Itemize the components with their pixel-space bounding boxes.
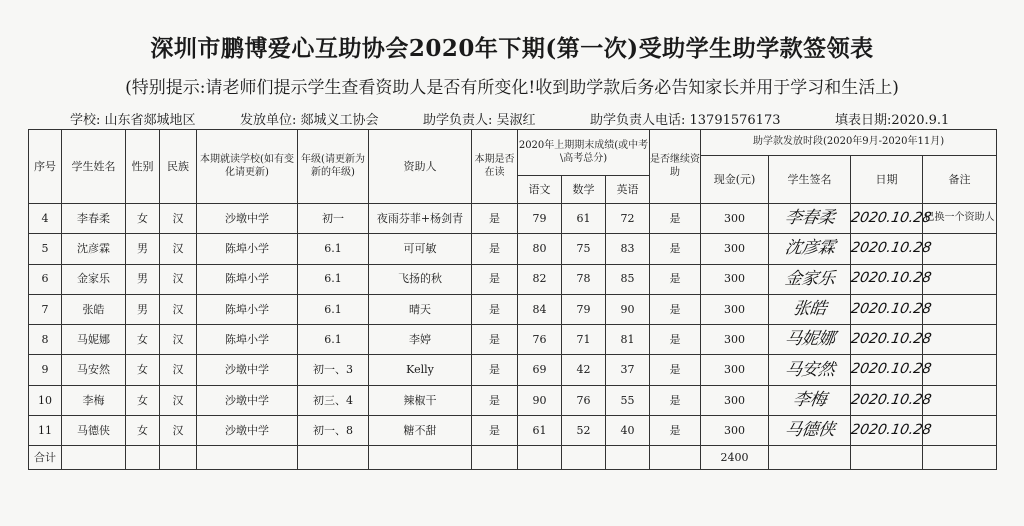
meta-date: 填表日期:2020.9.1 bbox=[835, 113, 950, 128]
cell-continue: 是 bbox=[650, 385, 701, 415]
signature: 金家乐 bbox=[783, 268, 836, 289]
header-ethnicity: 民族 bbox=[160, 130, 197, 204]
cell-signdate bbox=[849, 204, 933, 234]
cell-studying: 是 bbox=[472, 264, 518, 294]
cell-gender: 男 bbox=[126, 234, 160, 264]
cell-name: 张皓 bbox=[62, 294, 126, 324]
cell-sponsor: 李婷 bbox=[369, 325, 472, 355]
handwritten-date: 2020.10.28 bbox=[849, 270, 933, 287]
cell-signdate bbox=[849, 416, 933, 446]
cell-school: 沙墩中学 bbox=[197, 385, 298, 415]
cell-signdate bbox=[849, 385, 933, 415]
cell-empty bbox=[518, 446, 562, 470]
cell-sponsor: 可可敏 bbox=[369, 234, 472, 264]
cell-continue: 是 bbox=[650, 416, 701, 446]
page-title: 深圳市鹏博爱心互助协会2020年下期(第一次)受助学生助学款签领表 bbox=[150, 35, 874, 62]
cell-ethnicity: 汉 bbox=[160, 385, 197, 415]
cell-english: 37 bbox=[606, 355, 650, 385]
cell-empty bbox=[160, 446, 197, 470]
header-sponsor: 资助人 bbox=[369, 130, 472, 204]
cell-cash: 300 bbox=[701, 416, 769, 446]
cell-empty bbox=[851, 446, 923, 470]
cell-empty bbox=[126, 446, 160, 470]
cell-chinese: 84 bbox=[518, 294, 562, 324]
header-scores: 2020年上期期末成绩(或中考\高考总分) bbox=[518, 130, 650, 176]
signature: 李春柔 bbox=[783, 208, 836, 229]
sign-sheet-table bbox=[28, 129, 997, 470]
cell-cash: 300 bbox=[701, 264, 769, 294]
cell-studying: 是 bbox=[472, 355, 518, 385]
cell-gender: 男 bbox=[126, 294, 160, 324]
cell-sign bbox=[769, 325, 851, 355]
header-studying: 本期是否在读 bbox=[472, 130, 518, 204]
meta-leader: 助学负责人: 吴淑红 bbox=[423, 113, 536, 128]
cell-sponsor: 晴天 bbox=[369, 294, 472, 324]
cell-gender: 女 bbox=[126, 385, 160, 415]
meta-issuer: 发放单位: 郯城义工协会 bbox=[240, 113, 379, 128]
cell-ethnicity: 汉 bbox=[160, 294, 197, 324]
cell-remark bbox=[923, 264, 997, 294]
cell-signdate bbox=[849, 264, 933, 294]
signature: 马妮娜 bbox=[783, 329, 836, 350]
notice-text: (特别提示:请老师们提示学生查看资助人是否有所变化!收到助学款后务必告知家长并用于学习和生活上) bbox=[125, 78, 899, 98]
header-seq: 序号 bbox=[29, 130, 62, 204]
cell-grade: 初一、8 bbox=[298, 416, 369, 446]
cell-signdate bbox=[849, 234, 933, 264]
cell-grade: 6.1 bbox=[298, 234, 369, 264]
cell-studying: 是 bbox=[472, 325, 518, 355]
cell-empty bbox=[472, 446, 518, 470]
cell-chinese: 69 bbox=[518, 355, 562, 385]
cell-english: 55 bbox=[606, 385, 650, 415]
cell-studying: 是 bbox=[472, 385, 518, 415]
cell-english: 40 bbox=[606, 416, 650, 446]
cell-seq: 9 bbox=[29, 355, 62, 385]
cell-chinese: 79 bbox=[518, 204, 562, 234]
cell-sign bbox=[769, 264, 851, 294]
cell-remark bbox=[923, 355, 997, 385]
cell-sponsor: 糖不甜 bbox=[369, 416, 472, 446]
cell-remark: 已换一个资助人 bbox=[923, 204, 997, 234]
cell-seq: 8 bbox=[29, 325, 62, 355]
cell-grade: 6.1 bbox=[298, 264, 369, 294]
meta-school: 学校: 山东省郯城地区 bbox=[70, 113, 196, 128]
cell-remark bbox=[923, 325, 997, 355]
header-english: 英语 bbox=[606, 176, 650, 204]
cell-cash: 300 bbox=[701, 355, 769, 385]
cell-english: 72 bbox=[606, 204, 650, 234]
signature: 马安然 bbox=[783, 359, 836, 380]
handwritten-date: 2020.10.28 bbox=[849, 421, 933, 438]
cell-english: 85 bbox=[606, 264, 650, 294]
cell-cash: 300 bbox=[701, 204, 769, 234]
cell-cash: 300 bbox=[701, 234, 769, 264]
cell-seq: 10 bbox=[29, 385, 62, 415]
header-grade: 年级(请更新为新的年级) bbox=[298, 130, 369, 204]
handwritten-date: 2020.10.28 bbox=[849, 391, 933, 408]
header-continue: 是否继续资助 bbox=[650, 130, 701, 204]
header-cash: 现金(元) bbox=[701, 156, 769, 204]
signature: 沈彦霖 bbox=[783, 238, 836, 259]
total-row bbox=[29, 446, 997, 470]
cell-math: 61 bbox=[562, 204, 606, 234]
cell-math: 71 bbox=[562, 325, 606, 355]
cell-seq: 11 bbox=[29, 416, 62, 446]
cell-cash: 300 bbox=[701, 385, 769, 415]
cell-studying: 是 bbox=[472, 416, 518, 446]
cell-sponsor: Kelly bbox=[369, 355, 472, 385]
cell-english: 83 bbox=[606, 234, 650, 264]
cell-cash: 300 bbox=[701, 325, 769, 355]
cell-seq: 5 bbox=[29, 234, 62, 264]
signature: 马德侠 bbox=[783, 420, 836, 441]
table-row bbox=[29, 294, 997, 324]
header-chinese: 语文 bbox=[518, 176, 562, 204]
cell-name: 马安然 bbox=[62, 355, 126, 385]
cell-chinese: 76 bbox=[518, 325, 562, 355]
table-row bbox=[29, 264, 997, 294]
cell-chinese: 90 bbox=[518, 385, 562, 415]
cell-math: 76 bbox=[562, 385, 606, 415]
header-gender: 性别 bbox=[126, 130, 160, 204]
cell-sign bbox=[769, 416, 851, 446]
cell-empty bbox=[562, 446, 606, 470]
cell-continue: 是 bbox=[650, 204, 701, 234]
cell-studying: 是 bbox=[472, 294, 518, 324]
handwritten-date: 2020.10.28 bbox=[849, 361, 933, 378]
cell-continue: 是 bbox=[650, 234, 701, 264]
cell-gender: 男 bbox=[126, 264, 160, 294]
cell-remark bbox=[923, 385, 997, 415]
meta-phone: 助学负责人电话: 13791576173 bbox=[590, 113, 781, 128]
cell-name: 沈彦霖 bbox=[62, 234, 126, 264]
cell-chinese: 61 bbox=[518, 416, 562, 446]
cell-sign bbox=[769, 204, 851, 234]
table-row bbox=[29, 355, 997, 385]
cell-continue: 是 bbox=[650, 325, 701, 355]
header-remark: 备注 bbox=[923, 156, 997, 204]
cell-continue: 是 bbox=[650, 355, 701, 385]
handwritten-date: 2020.10.28 bbox=[849, 331, 933, 348]
header-period: 助学款发放时段(2020年9月-2020年11月) bbox=[701, 130, 997, 156]
cell-grade: 6.1 bbox=[298, 294, 369, 324]
cell-math: 75 bbox=[562, 234, 606, 264]
cell-name: 马德侠 bbox=[62, 416, 126, 446]
cell-sign bbox=[769, 385, 851, 415]
cell-cash: 300 bbox=[701, 294, 769, 324]
cell-signdate bbox=[849, 294, 933, 324]
cell-sign bbox=[769, 355, 851, 385]
cell-ethnicity: 汉 bbox=[160, 264, 197, 294]
cell-grade: 初一 bbox=[298, 204, 369, 234]
cell-studying: 是 bbox=[472, 204, 518, 234]
cell-studying: 是 bbox=[472, 234, 518, 264]
header-math: 数学 bbox=[562, 176, 606, 204]
cell-name: 金家乐 bbox=[62, 264, 126, 294]
handwritten-date: 2020.10.28 bbox=[849, 240, 933, 257]
cell-name: 马妮娜 bbox=[62, 325, 126, 355]
cell-continue: 是 bbox=[650, 264, 701, 294]
cell-chinese: 82 bbox=[518, 264, 562, 294]
cell-gender: 女 bbox=[126, 416, 160, 446]
table-row bbox=[29, 385, 997, 415]
cell-seq: 4 bbox=[29, 204, 62, 234]
cell-grade: 初三、4 bbox=[298, 385, 369, 415]
cell-remark bbox=[923, 416, 997, 446]
cell-ethnicity: 汉 bbox=[160, 234, 197, 264]
cell-seq: 7 bbox=[29, 294, 62, 324]
cell-empty bbox=[606, 446, 650, 470]
cell-gender: 女 bbox=[126, 204, 160, 234]
cell-empty bbox=[62, 446, 126, 470]
signature: 李梅 bbox=[791, 389, 828, 410]
cell-math: 78 bbox=[562, 264, 606, 294]
cell-name: 李梅 bbox=[62, 385, 126, 415]
cell-grade: 初一、3 bbox=[298, 355, 369, 385]
header-name: 学生姓名 bbox=[62, 130, 126, 204]
cell-school: 陈埠小学 bbox=[197, 294, 298, 324]
cell-english: 90 bbox=[606, 294, 650, 324]
cell-school: 陈埠小学 bbox=[197, 325, 298, 355]
cell-empty bbox=[369, 446, 472, 470]
cell-continue: 是 bbox=[650, 294, 701, 324]
header-signdate: 日期 bbox=[851, 156, 923, 204]
cell-ethnicity: 汉 bbox=[160, 416, 197, 446]
cell-empty bbox=[923, 446, 997, 470]
cell-sponsor: 夜雨芬菲+杨剑青 bbox=[369, 204, 472, 234]
handwritten-date: 2020.10.28 bbox=[849, 209, 933, 226]
cell-school: 沙墩中学 bbox=[197, 204, 298, 234]
cell-remark bbox=[923, 234, 997, 264]
cell-english: 81 bbox=[606, 325, 650, 355]
cell-school: 陈埠小学 bbox=[197, 264, 298, 294]
header-school: 本期就读学校(如有变化请更新) bbox=[197, 130, 298, 204]
cell-sign bbox=[769, 234, 851, 264]
total-label: 合计 bbox=[29, 446, 62, 470]
table-row bbox=[29, 204, 997, 234]
cell-school: 沙墩中学 bbox=[197, 416, 298, 446]
cell-gender: 女 bbox=[126, 325, 160, 355]
table-row bbox=[29, 416, 997, 446]
cell-sponsor: 辣椒干 bbox=[369, 385, 472, 415]
cell-sign bbox=[769, 294, 851, 324]
cell-sponsor: 飞扬的秋 bbox=[369, 264, 472, 294]
cell-math: 52 bbox=[562, 416, 606, 446]
cell-gender: 女 bbox=[126, 355, 160, 385]
table-row bbox=[29, 234, 997, 264]
cell-remark bbox=[923, 294, 997, 324]
cell-signdate bbox=[849, 355, 933, 385]
cell-school: 沙墩中学 bbox=[197, 355, 298, 385]
cell-empty bbox=[769, 446, 851, 470]
cell-empty bbox=[197, 446, 298, 470]
cell-empty bbox=[650, 446, 701, 470]
total-cash: 2400 bbox=[701, 446, 769, 470]
cell-empty bbox=[298, 446, 369, 470]
cell-math: 79 bbox=[562, 294, 606, 324]
cell-chinese: 80 bbox=[518, 234, 562, 264]
cell-seq: 6 bbox=[29, 264, 62, 294]
cell-name: 李春柔 bbox=[62, 204, 126, 234]
cell-school: 陈埠小学 bbox=[197, 234, 298, 264]
cell-signdate bbox=[849, 325, 933, 355]
table-row bbox=[29, 325, 997, 355]
handwritten-date: 2020.10.28 bbox=[849, 300, 933, 317]
cell-ethnicity: 汉 bbox=[160, 355, 197, 385]
cell-math: 42 bbox=[562, 355, 606, 385]
cell-ethnicity: 汉 bbox=[160, 204, 197, 234]
cell-ethnicity: 汉 bbox=[160, 325, 197, 355]
signature: 张皓 bbox=[791, 298, 828, 319]
cell-grade: 6.1 bbox=[298, 325, 369, 355]
header-sign: 学生签名 bbox=[769, 156, 851, 204]
